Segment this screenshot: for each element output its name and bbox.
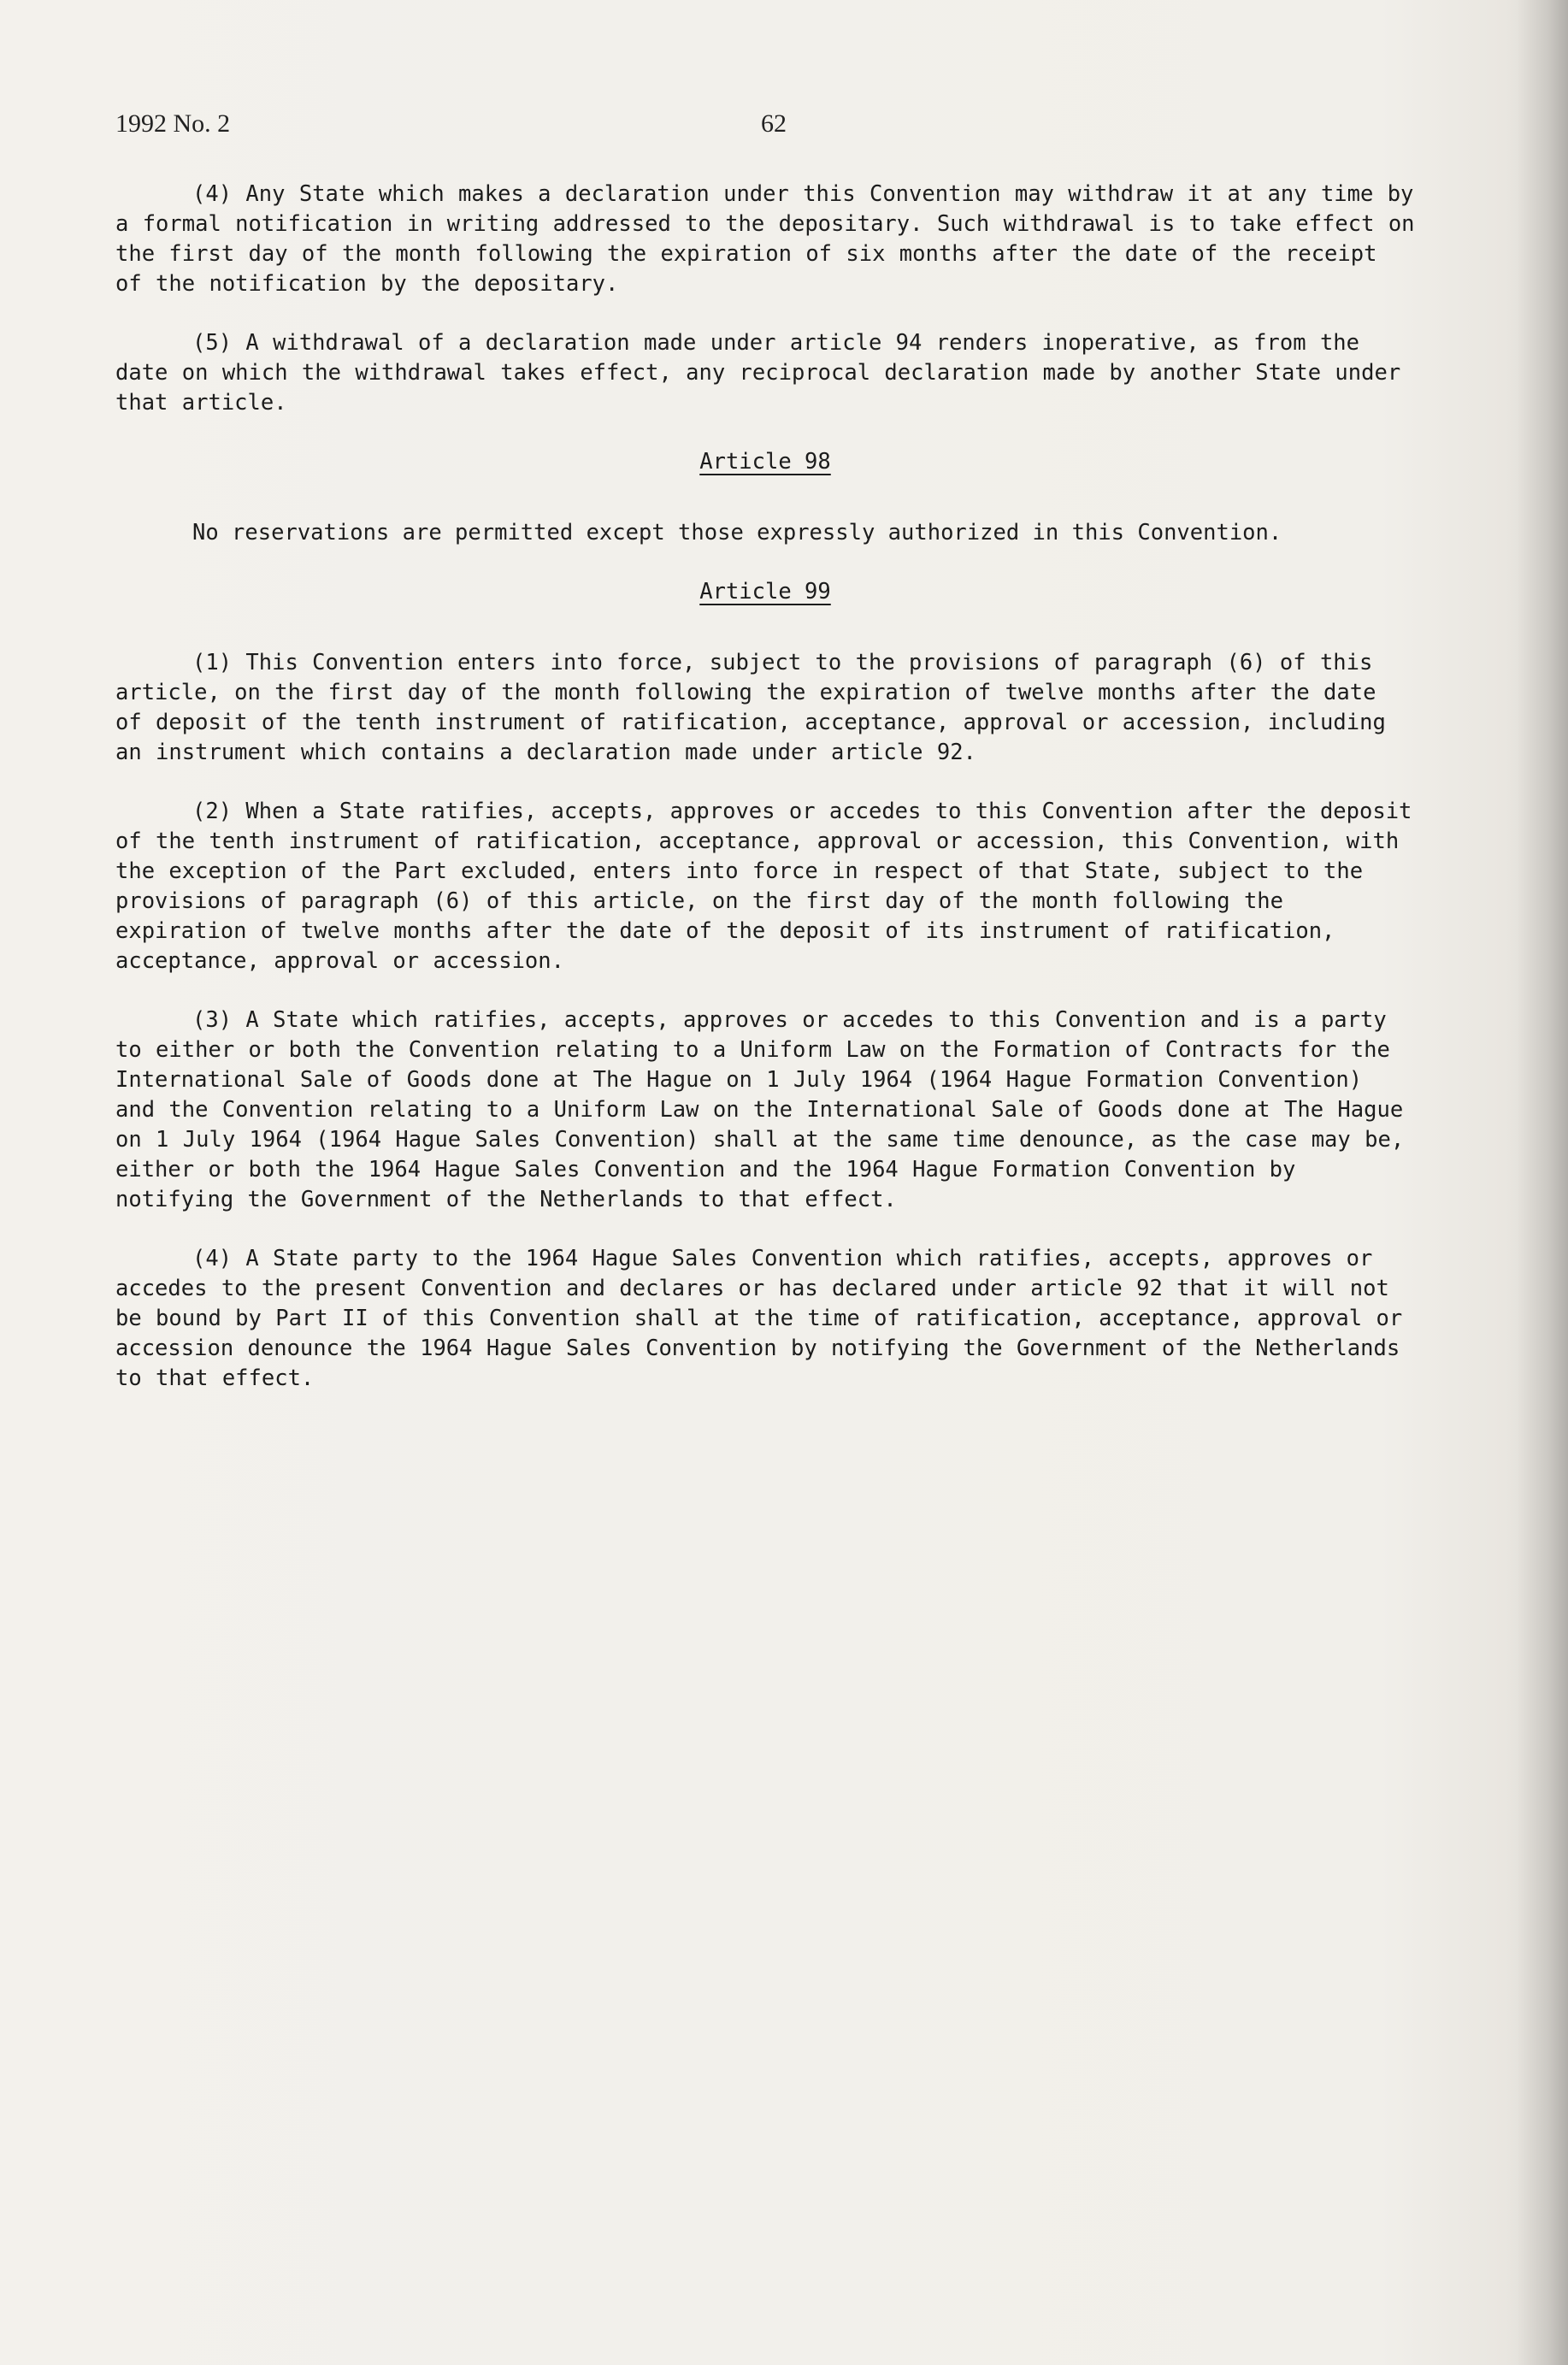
article-99-paragraph-1: (1) This Convention enters into force, subject to the provisions of paragraph (6) of this article, on the first day of the month following the expiration of twelve months after the date of deposit of the tenth instrument of ratification, acceptance, approval or accession, including an instrument which contains a declaration made under article 92. [115, 650, 1386, 765]
paragraph-5-withdrawal-effect: (5) A withdrawal of a declaration made under article 94 renders inoperative, as from the date on which the withdrawal takes effect, any reciprocal declaration made by another State under that article. [115, 330, 1401, 416]
article-99-paragraph-3: (3) A State which ratifies, accepts, approves or accedes to this Convention and is a party to either or both the Convention relating to a Uniform Law on the Formation of Contracts for the International Sale of Goods done at The Hague on 1 July 1964 (1964 Hague Formation Convention) and the Convention relating to a Uniform Law on the International Sale of Goods done at The Hague on 1 July 1964 (1964 Hague Sales Convention) shall at the same time denounce, as the case may be, either or both the 1964 Hague Sales Convention and the 1964 Hague Formation Convention by notifying the Government of the Netherlands to that effect. [115, 1007, 1405, 1212]
article-99-paragraph-2: (2) When a State ratifies, accepts, approves or accedes to this Convention after the deposit of the tenth instrument of ratification, acceptance, approval or accession, this Convention, with the exception of the Part excluded, enters into force in respect of that State, subject to the provisions of paragraph (6) of this article, on the first day of the month following the expiration of twelve months after the date of the deposit of its instrument of ratification, acceptance, approval or accession. [115, 799, 1412, 974]
article-98-heading [115, 447, 1415, 477]
article-98-text: No reservations are permitted except those expressly authorized in this Convention. [192, 520, 1282, 546]
article-99-paragraph-4: (4) A State party to the 1964 Hague Sales Convention which ratifies, accepts, approves or accedes to the present Convention and declares or has declared under article 92 that it will not be bound by Part II of this Convention shall at the time of ratification, acceptance, approval or accession denounce the 1964 Hague Sales Convention by notifying the Government of the Netherlands to that effect. [115, 1246, 1403, 1391]
article-99-heading [115, 577, 1415, 607]
page-edge-shadow [1517, 0, 1568, 2365]
document-body [115, 180, 1415, 1423]
paragraph-4-withdrawal: (4) Any State which makes a declaration under this Convention may withdraw it at any time by a formal notification in writing addressed to the depositary. Such withdrawal is to take effect on the first day of the month following the expiration of six months after the date of the receipt of the notification by the depositary. [115, 181, 1415, 297]
article-98-title: Article 98 [699, 449, 831, 475]
page-number: 62 [761, 109, 787, 138]
article-99-title: Article 99 [699, 579, 831, 605]
running-header [115, 109, 1398, 144]
issue-label: 1992 No. 2 [115, 109, 231, 138]
